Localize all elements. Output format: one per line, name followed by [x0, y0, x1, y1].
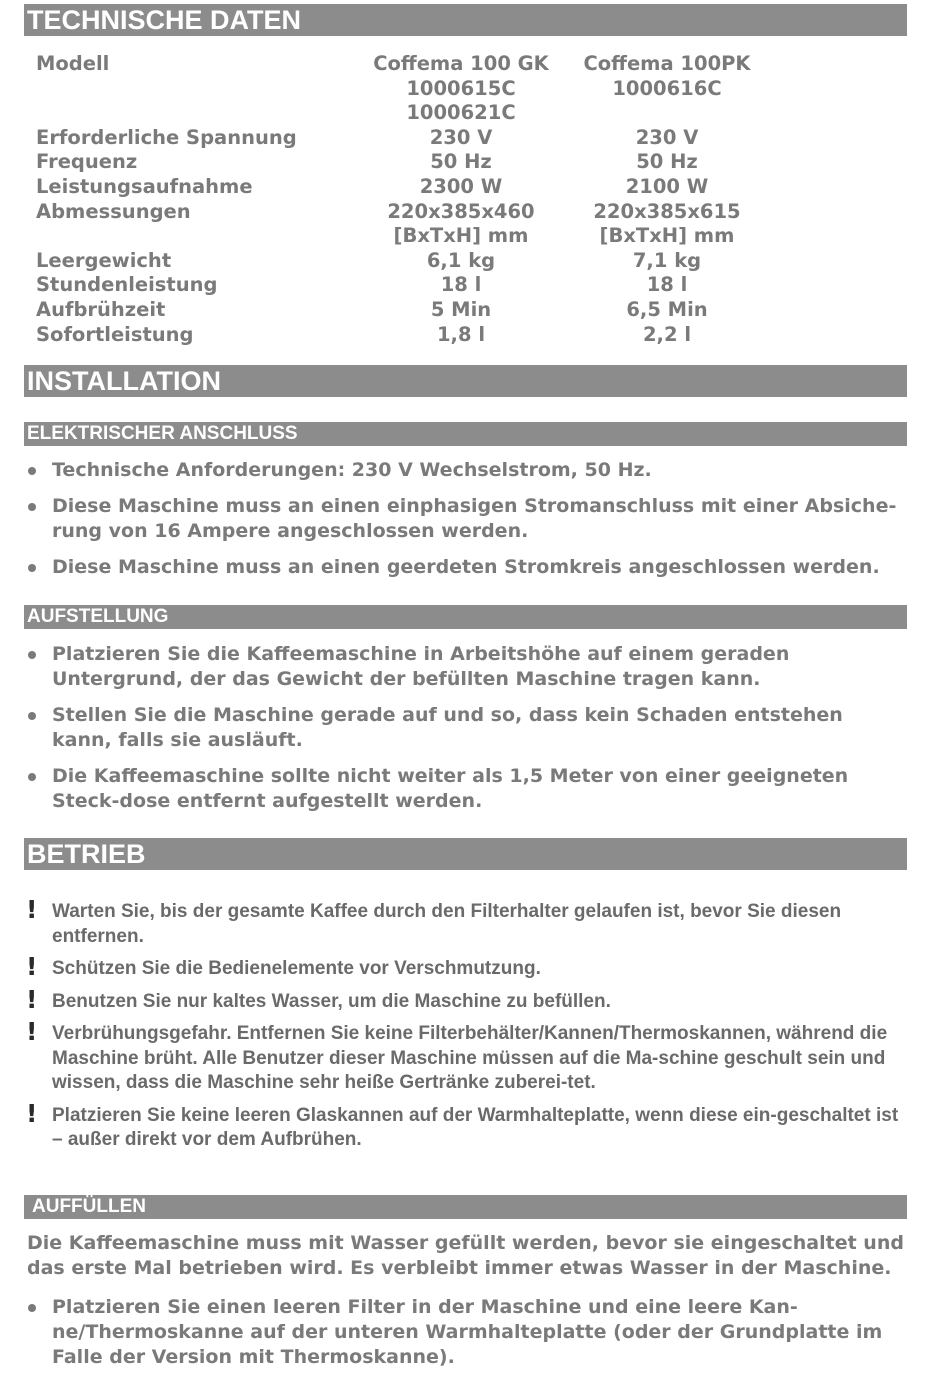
warning-item — [24, 952, 904, 982]
spec-value-pk: [BxTxH] mm — [599, 224, 735, 248]
spec-row — [36, 273, 770, 298]
section-header-technische-daten: TECHNISCHE DATEN — [24, 4, 907, 36]
betrieb-warning-list — [24, 895, 904, 1153]
warning-text: Schützen Sie die Bedienelemente vor Verschmutzung. — [52, 958, 541, 979]
bullet-icon — [28, 651, 36, 659]
warning-item — [24, 1017, 904, 1096]
spec-label — [36, 224, 358, 249]
spec-row — [36, 101, 770, 126]
exclamation-icon: ! — [26, 895, 38, 924]
section-header-betrieb: BETRIEB — [24, 838, 907, 870]
exclamation-icon: ! — [26, 952, 38, 981]
spec-label: Erforderliche Spannung — [36, 125, 297, 149]
spec-label — [36, 101, 358, 126]
spec-value-pk — [564, 101, 770, 126]
elektrisch-list — [24, 458, 904, 580]
spec-label: Leistungsaufnahme — [36, 174, 253, 198]
spec-value-pk: 6,5 Min — [626, 297, 708, 321]
warning-item — [24, 895, 904, 949]
spec-value-pk: 220x385x615 — [593, 199, 741, 223]
exclamation-icon: ! — [26, 984, 38, 1014]
spec-label: Frequenz — [36, 150, 138, 174]
subsection-header-aufstellung: AUFSTELLUNG — [24, 605, 907, 629]
auffuellen-paragraph: Die Kaffeemaschine muss mit Wasser gefüllt werden, bevor sie eingeschaltet und das erste Mal betrieben wird. Es verbleibt immer etwas Wasser in der Maschine. — [27, 1232, 904, 1279]
spec-value-gk: 220x385x460 — [387, 199, 535, 223]
spec-value-gk: 2300 W — [419, 174, 503, 198]
spec-label: Stundenleistung — [36, 273, 218, 297]
spec-value-gk: 6,1 kg — [426, 248, 496, 272]
list-item — [24, 764, 904, 814]
spec-row — [36, 224, 770, 249]
spec-row — [36, 323, 770, 348]
spec-value-gk: 50 Hz — [430, 150, 492, 174]
list-item — [24, 555, 904, 580]
warning-text: Verbrühungsgefahr. Entfernen Sie keine Filterbehälter/Kannen/Thermoskannen, während die Maschine brüht. Alle Benutzer dieser Maschine müssen auf die Ma-schine geschult sein und wissen, dass die Maschine sehr heiße Gertränke zuberei-tet. — [52, 1023, 888, 1093]
subsection-header-auffuellen: AUFFÜLLEN — [24, 1195, 907, 1219]
list-item-text: Die Kaffeemaschine sollte nicht weiter als 1,5 Meter von einer geeigneten Steck-dose entfernt aufgestellt werden. — [52, 765, 849, 812]
spec-row — [36, 126, 770, 151]
bullet-icon — [28, 503, 36, 511]
list-item — [24, 458, 904, 483]
spec-value-pk: 2,2 l — [642, 322, 692, 346]
spec-value-gk: Coffema 100 GK — [373, 52, 549, 75]
spec-value-pk: Coffema 100PK — [583, 52, 751, 75]
bullet-icon — [28, 712, 36, 720]
spec-row — [36, 77, 770, 102]
spec-value-gk: 1000615C — [406, 76, 516, 100]
list-item-text: Stellen Sie die Maschine gerade auf und so, dass kein Schaden entstehen kann, falls sie ausläuft. — [52, 704, 843, 751]
list-item-text: Diese Maschine muss an einen einphasigen Stromanschluss mit einer Absiche-rung von 16 Ampere angeschlossen werden. — [52, 495, 897, 542]
warning-text: Warten Sie, bis der gesamte Kaffee durch den Filterhalter gelaufen ist, bevor Sie diesen entfernen. — [52, 901, 842, 947]
warning-item — [24, 1098, 904, 1153]
spec-label — [36, 77, 358, 102]
spec-label: Sofortleistung — [36, 322, 194, 346]
list-item-text: Diese Maschine muss an einen geerdeten Stromkreis angeschlossen werden. — [52, 556, 880, 578]
spec-value-pk: 50 Hz — [636, 150, 698, 174]
spec-value-gk: 1,8 l — [436, 322, 486, 346]
spec-value-pk: 230 V — [635, 125, 699, 149]
spec-label: Leergewicht — [36, 248, 172, 272]
spec-label: Aufbrühzeit — [36, 297, 166, 321]
bullet-icon — [28, 564, 36, 572]
list-item — [24, 494, 904, 544]
spec-table — [36, 52, 770, 347]
list-item-text: Platzieren Sie die Kaffeemaschine in Arbeitshöhe auf einem geraden Untergrund, der das Gewicht der befüllten Maschine tragen kann. — [52, 643, 790, 690]
warning-item — [24, 984, 904, 1015]
list-item-text: Platzieren Sie einen leeren Filter in der Maschine und eine leere Kan-ne/Thermoskanne auf der unteren Warmhalteplatte (oder der Grundplatte im Falle der Version mit Thermoskanne). — [52, 1296, 883, 1368]
spec-value-pk: 7,1 kg — [632, 248, 702, 272]
list-item — [24, 703, 904, 753]
spec-label: Abmessungen — [36, 199, 191, 223]
bullet-icon — [28, 1304, 36, 1312]
spec-label: Modell — [36, 52, 110, 75]
list-item-text: Technische Anforderungen: 230 V Wechselstrom, 50 Hz. — [52, 459, 652, 481]
warning-text: Platzieren Sie keine leeren Glaskannen auf der Warmhalteplatte, wenn diese ein-geschaltet ist – außer direkt vor dem Aufbrühen. — [52, 1104, 899, 1150]
bullet-icon — [28, 773, 36, 781]
spec-value-gk: [BxTxH] mm — [393, 224, 529, 248]
spec-value-gk: 18 l — [440, 273, 482, 297]
warning-text: Benutzen Sie nur kaltes Wasser, um die Maschine zu befüllen. — [52, 990, 611, 1012]
spec-row — [36, 150, 770, 175]
spec-row — [36, 175, 770, 200]
list-item — [24, 1295, 904, 1370]
bullet-icon — [28, 467, 36, 475]
spec-row — [36, 249, 770, 274]
spec-value-pk: 18 l — [646, 273, 688, 297]
spec-value-gk: 1000621C — [406, 101, 516, 125]
spec-row — [36, 52, 770, 77]
exclamation-icon: ! — [26, 1017, 38, 1046]
section-header-installation: INSTALLATION — [24, 365, 907, 397]
spec-value-pk: 1000616C — [612, 76, 722, 100]
subsection-header-elektrischer-anschluss: ELEKTRISCHER ANSCHLUSS — [24, 422, 907, 446]
spec-value-pk: 2100 W — [625, 174, 709, 198]
auffuellen-list — [24, 1295, 904, 1370]
spec-row — [36, 200, 770, 225]
spec-value-gk: 230 V — [429, 125, 493, 149]
aufstellung-list — [24, 642, 904, 814]
spec-value-gk: 5 Min — [430, 297, 492, 321]
spec-row — [36, 298, 770, 323]
exclamation-icon: ! — [26, 1098, 38, 1128]
list-item — [24, 642, 904, 692]
